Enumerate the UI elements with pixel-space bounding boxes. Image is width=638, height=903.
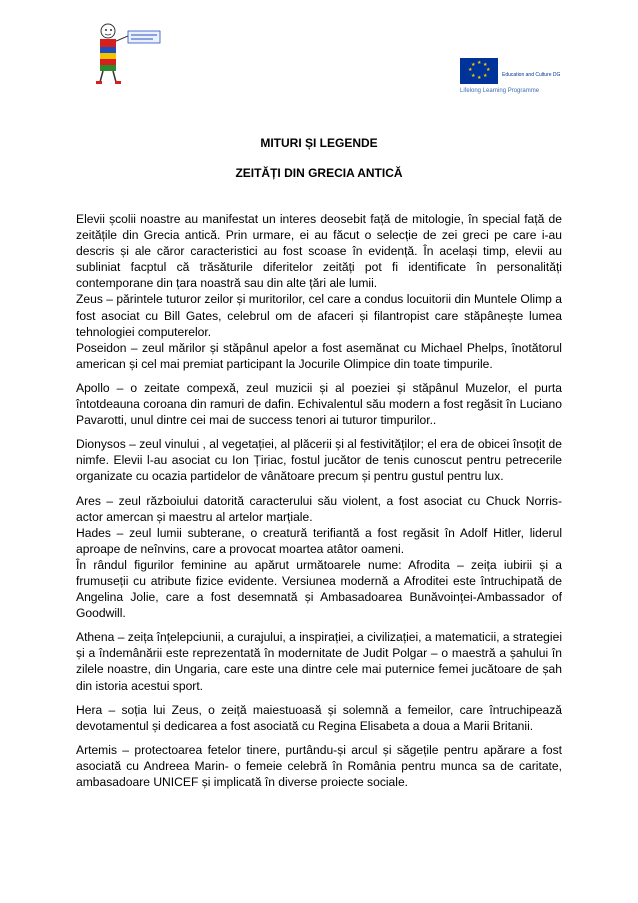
page-subtitle: ZEITĂȚI DIN GRECIA ANTICĂ [235,166,403,180]
paragraph-dionysos: Dionysos – zeul vinului , al vegetației, al plăcerii și al festivităților; el era de obicei însoțit de nimfe. Elevii l-au asociat cu Ion Țiriac, fostul jucător de tenis cunoscut pentru petrecerile organizate cu ocazia partidelor de vânătoare precum și pentru gustul pentru lux. [76,437,562,484]
eu-lifelong-learning-logo [460,58,580,98]
page-title: MITURI ȘI LEGENDE [260,136,378,150]
paragraph-afrodita: În rândul figurilor feminine au apărut următoarele nume: Afrodita – zeița iubirii și a frumuseții cu atribute fizice evidente. Versiunea modernă a Afroditei este întruchipată de Angelina Jolie, care a fost desemnată și Ambasadoarea Bunăvoinței-Ambassador of Goodwill. [76,557,562,621]
paragraph-poseidon: Poseidon – zeul mărilor și stăpânul apelor a fost asemănat cu Michael Phelps, înotătorul american și cel mai premiat participant la Jocurile Olimpice din toate timpurile. [76,340,562,371]
paragraph-artemis: Artemis – protectoarea fetelor tinere, purtându-și arcul și săgețile pentru apărare a fost asociată cu Andreea Marin- o femeie celebră în România pentru munca sa de caritate, ambasadoare UNICEF și implicată în diverse proiecte sociale. [76,742,562,789]
paragraph-ares: Ares – zeul războiului datorită caracterului său violent, a fost asociat cu Chuck Norris- actor amercan și maestru al artelor marțiale. [76,493,562,524]
paragraph-hades: Hades – zeul lumii subterane, o creatură terifiantă a fost regăsit în Adolf Hitler, liderul aproape de neînvins, care a provocat moartea atâtor oameni. [76,525,562,556]
project-logo [88,22,164,86]
paragraph-athena: Athena – zeița înțelepciunii, a curajului, a inspirației, a civilizației, a matematicii, a strategiei și a îndemânării este reprezentată în modernitate de Judit Polgar – o maestră a șahului în zilele noastre, din Ungaria, care este una dintre cele mai puternice femei jucătoare de șah din istoria acestui sport. [76,630,563,693]
paragraph-intro: Elevii școlii noastre au manifestat un interes deosebit față de mitologie, în special față de zeitățile din Grecia antică. Prin urmare, ei au făcut o selecție de zei greci pe care i-au descris și ale căror caracteristici au fost scoase în evidență. În același timp, elevii au subliniat facptul că trăsăturile diferitelor zeități pot fi identificate în personalități contemporane din țara noastră sau din alte țări ale lumii. [76,212,562,291]
paragraph-apollo: Apollo – o zeitate compexă, zeul muzicii și al poeziei și stăpânul Muzelor, el purta întotdeauna coroana din ramuri de dafin. Echivalentul său modern a fost regăsit în Luciano Pavarotti, unul dintre cei mai de success tenori ai tuturor timpurilor.. [76,380,562,428]
paragraph-hera: Hera – soția lui Zeus, o zeiță maiestuoasă și solemnă a femeilor, care întruchipează devotamentul și dedicarea a fost asociată cu Regina Elisabeta a doua a Marii Britanii. [76,702,562,733]
eu-caption: Education and Culture DG [502,72,561,78]
eu-flag-icon: ★ ★ ★ ★ ★ ★ ★ ★ [460,58,498,84]
paragraph-zeus: Zeus – părintele tuturor zeilor și muritorilor, cel care a condus locuitorii din Muntele Olimp a fost asociat cu Bill Gates, celebrul om de afaceri și filantropist care stăpânește lumea tehnologiei computerelor. [76,292,562,339]
document-body [76,211,562,790]
program-name: Lifelong Learning Programme [460,88,540,94]
